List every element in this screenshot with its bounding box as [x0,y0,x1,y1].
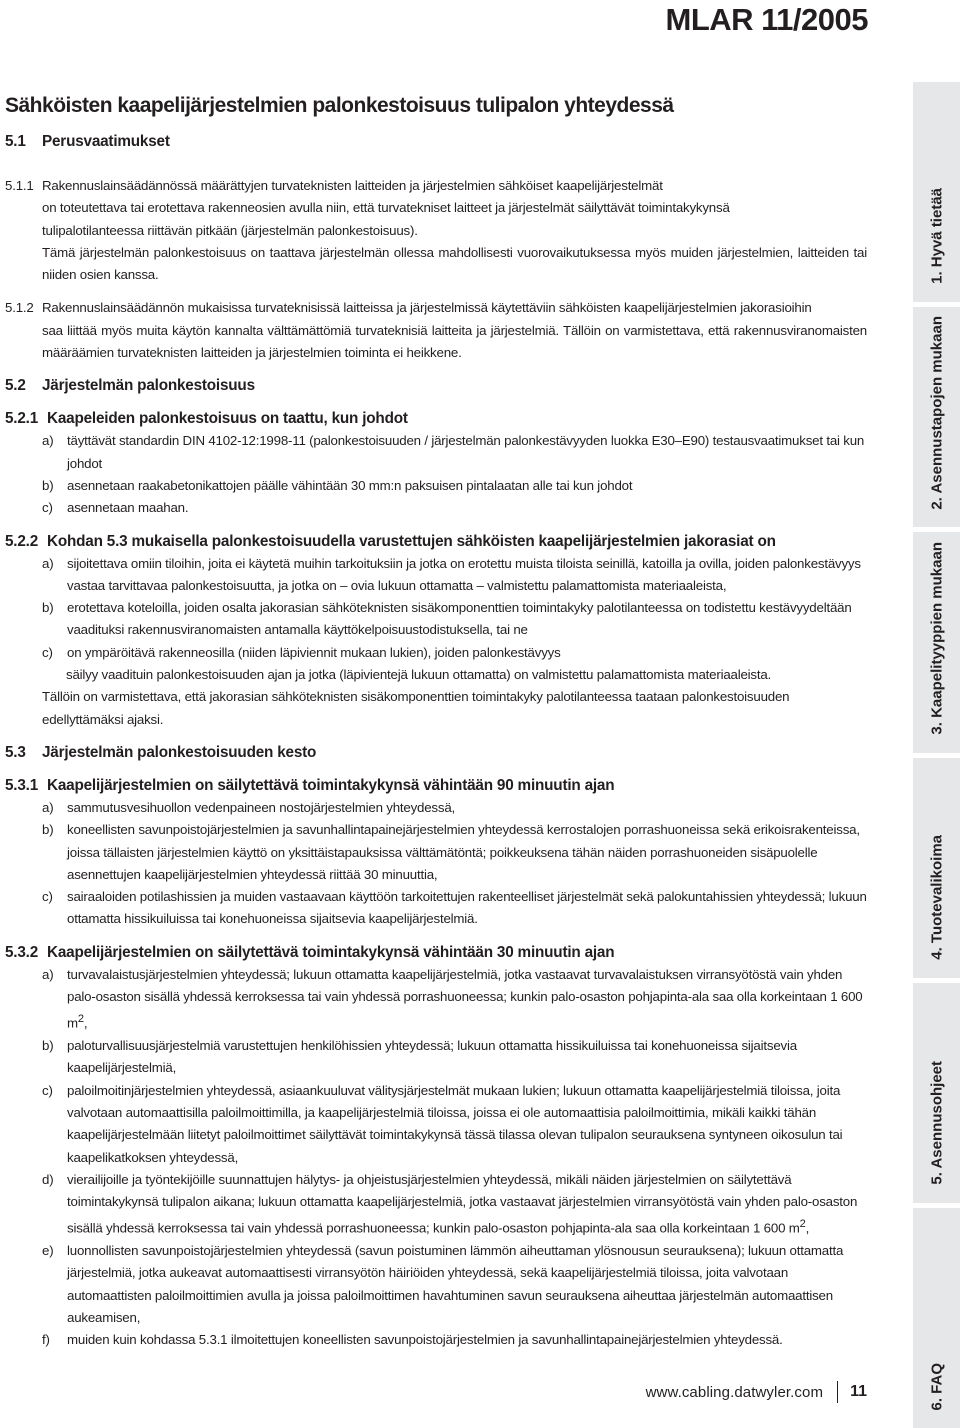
superscript: 2 [799,1218,806,1231]
list-item: c) asennetaan maahan. [42,500,189,516]
document-body [5,131,867,1352]
list-item-continuation: säilyy vaadituin palonkestoisuuden ajan ja jotka (läpivientejä lukuun ottamatta) on valmistettu palamattomista materiaaleista. [66,667,772,683]
document-code: MLAR 11/2005 [665,2,868,37]
paragraph-5-1-1: 5.1.1 Rakennuslainsäädännössä määrättyjen turvateknisten laitteiden ja järjestelmien sähköiset kaapelijärjestelmät [5,178,663,193]
superscript: 2 [77,1013,84,1026]
sidebar-tab-tuotevalikoima[interactable] [913,758,960,978]
section-heading-5-1: 5.1 Perusvaatimukset [5,133,170,150]
list-item: a) täyttävät standardin DIN 4102-12:1998-11 (palonkestoisuuden / järjestelmän palonkestävyyden luokka E30–E90) testausvaatimukset tai kun johdot [42,433,865,471]
subsection-heading-5-2-1: 5.2.1 Kaapeleiden palonkestoisuus on taattu, kun johdot [5,410,408,428]
subsection-heading-5-3-2: 5.3.2 Kaapelijärjestelmien on säilytettävä toimintakykynsä vähintään 30 minuutin ajan [5,943,615,961]
list-item: a) sijoitettava omiin tiloihin, joita ei käytetä muihin tarkoituksiin ja jotka on erotettu muista tiloista seinillä, katoilla ja ovilla, joiden palonkestävyys vastaa tarvittavaa palonkestoisuutta, ja jotka on – ovia lukuun ottamatta – valmistettu palamattomista materiaaleista, [42,555,861,593]
sidebar-tab-label: 1. Hyvä tietää [928,188,945,285]
sidebar-tab-label: 5. Asennusohjeet [928,1061,945,1185]
paragraph-5-2-2-note: Tällöin on varmistettava, että jakorasian sähköteknisten sisäkomponenttien toimintakyky palotilanteessa taataan palonkestoisuuden edellyttämäksi ajaksi. [42,689,790,727]
paragraph-5-1-1-note: Tämä järjestelmän palonkestoisuus on taattava järjestelmän ollessa mahdollisesti vuorovaikutuksessa myös muiden järjestelmien, laitteiden tai niiden osien kanssa. [42,244,867,283]
footer-divider [837,1381,838,1403]
paragraph-5-1-1-line2: on toteutettava tai erotettava rakenneosien avulla niin, että turvatekniset laitteet ja järjestelmät säilyttävät toimintakykynsä [42,200,730,216]
paragraph-5-1-1-line3: tulipalotilanteessa riittävän pitkään (järjestelmän palonkestoisuus). [42,222,418,238]
page-number: 11 [850,1383,867,1400]
list-item: b) koneellisten savunpoistojärjestelmien ja savunhallintapainejärjestelmien yhteydessä kerrostalojen porrashuoneissa sekä erikoisrakenteissa, joissa tällaisten järjestelmien käyttö on yksittäistapauksissa välttämätöntä; poikkeuksena tähän näiden porrashuoneiden sisäpuolelle asennettujen kaapelijärjestelmien yhteydessä riittää 30 minuuttia, [42,822,860,882]
list-item: b) erotettava koteloilla, joiden osalta jakorasian sähköteknisten sisäkomponenttien toimintakyky palotilanteessa on todistettu kestävyydeltään vaadituksi rakennusviranomaisten antamalla käyttökelpoisuustodistuksella, tai ne [42,600,852,638]
list-item: c) on ympäröitävä rakenneosilla (niiden läpiviennit mukaan lukien), joiden palonkestävyys [42,644,561,660]
paragraph-5-1-2: 5.1.2 Rakennuslainsäädännön mukaisissa turvateknisissä laitteissa ja järjestelmissä käytettäviin sähköisten kaapelijärjestelmien jakorasioihin [5,300,812,316]
list-item: d) vierailijoille ja työntekijöille suunnattujen hälytys- ja ohjeistusjärjestelmien yhteydessä, mikäli näiden järjestelmien on säilytettävä toimintakykynsä tulipalon aikana; lukuun ottamatta kaapelijärjestelmiä, jotka vastaavat järjestelmien virransyötöstä vain yhden palo-osaston sisällä yhdessä kerroksessa tai vain yhdessä porrashuoneessa; kunkin palo-osaston pohjapinta-ala saa olla korkeintaan 1 600 $m^2$, [42,1171,858,1236]
sidebar-tab-kaapelityyppien-mukaan[interactable] [913,532,960,752]
sidebar-tab-label: 2. Asennustapojen mukaan [928,315,945,510]
list-item: b) paloturvallisuusjärjestelmiä varustettujen henkilöhissien yhteydessä; lukuun ottamatta hissikuiluissa tai konehuoneissa sijaitsevia kaapelijärjestelmiä, [42,1038,797,1076]
section-heading-5-2: 5.2 Järjestelmän palonkestoisuus [5,377,255,395]
document-title: Sähköisten kaapelijärjestelmien palonkestoisuus tulipalon yhteydessä [5,94,674,117]
sidebar-tab-label: 3. Kaapelityyppien mukaan [928,541,945,735]
list-item: a) turvavalaistusjärjestelmien yhteydessä; lukuun ottamatta kaapelijärjestelmiä, jotka vastaavat turvavalaistuksen virransyötöstä vain yhden palo-osaston sisällä yhdessä kerroksessa tai vain yhdessä porrashuoneessa; kunkin palo-osaston pohjapinta-ala saa olla korkeintaan 1 600 $m^2$, [42,966,863,1031]
sidebar-tab-asennusohjeet[interactable] [913,983,960,1203]
paragraph-5-1-2-rest: saa liittää myös muita käytön kannalta välttämättömiä turvateknisiä laitteita ja järjestelmiä. Tällöin on varmistettava, että rakennusviranomaisten määräämien turvateknisten laitteiden ja järjestelmien toiminta ei heikkene. [42,322,867,361]
subsection-heading-5-3-1: 5.3.1 Kaapelijärjestelmien on säilytettävä toimintakykynsä vähintään 90 minuutin ajan [5,776,615,794]
footer-url[interactable]: www.cabling.datwyler.com [645,1383,824,1401]
list-item: a) sammutusvesihuollon vedenpaineen nostojärjestelmien yhteydessä, [42,799,456,815]
list-item: f) muiden kuin kohdassa 5.3.1 ilmoitettujen koneellisten savunpoistojärjestelmien ja savunhallintapainejärjestelmien yhteydessä. [42,1332,783,1348]
list-item: e) luonnollisten savunpoistojärjestelmien yhteydessä (savun poistuminen lämmön aiheuttaman ylösnousun seurauksena); lukuun ottamatta järjestelmiä, jotka aukeavat automaattisesti virransyötön häiriöiden yhteydessä, sekä kaapelijärjestelmiä tiloissa, joita valvotaan automaattisten paloilmoittimien avulla ja joissa paloilmoittimen havahtuminen savun seurauksena aiheuttaa järjestelmän automaattisen aukeamisen, [42,1243,844,1326]
sidebar-tab-asennustapojen-mukaan[interactable] [913,307,960,527]
sidebar-tab-label: 4. Tuotevalikoima [928,834,945,960]
sidebar-tab-faq[interactable] [913,1208,960,1428]
chapter-sidebar [913,82,960,1428]
page-footer [595,1380,867,1404]
list-item: b) asennetaan raakabetonikattojen päälle vähintään 30 mm:n paksuisen pintalaatan alle tai kun johdot [42,477,633,493]
sidebar-tab-label: 6. FAQ [928,1362,945,1411]
list-item: c) paloilmoitinjärjestelmien yhteydessä, asiaankuuluvat välitysjärjestelmät mukaan lukien; lukuun ottamatta kaapelijärjestelmiä tiloissa, joita valvotaan automaattisilla paloilmoittimilla, ja kaapelijärjestelmiä tiloissa, joissa ei ole automaattisia paloilmoittimia, mikäli kaikki tähän kaapelijärjestelmään liitetyt paloilmoittimet säilyttävät toimintakykynsä tässä tilassa olevan tulipalon seurauksena syntyneen oikosulun tai kaapelikatkoksen yhteydessä, [42,1082,843,1165]
subsection-heading-5-2-2: 5.2.2 Kohdan 5.3 mukaisella palonkestoisuudella varustettujen sähköisten kaapelijärjestelmien jakorasiat on [5,532,776,550]
sidebar-tab-hyva-tietaa[interactable] [913,82,960,302]
section-heading-5-3: 5.3 Järjestelmän palonkestoisuuden kesto [5,743,317,761]
list-item: c) sairaaloiden potilashissien ja muiden vastaavaan käyttöön tarkoitettujen rakenteelliset järjestelmät sekä palokuntahissien yhteydessä; lukuun ottamatta hissikuiluissa tai konehuoneissa sijaitsevia kaapelijärjestelmiä. [42,889,867,927]
